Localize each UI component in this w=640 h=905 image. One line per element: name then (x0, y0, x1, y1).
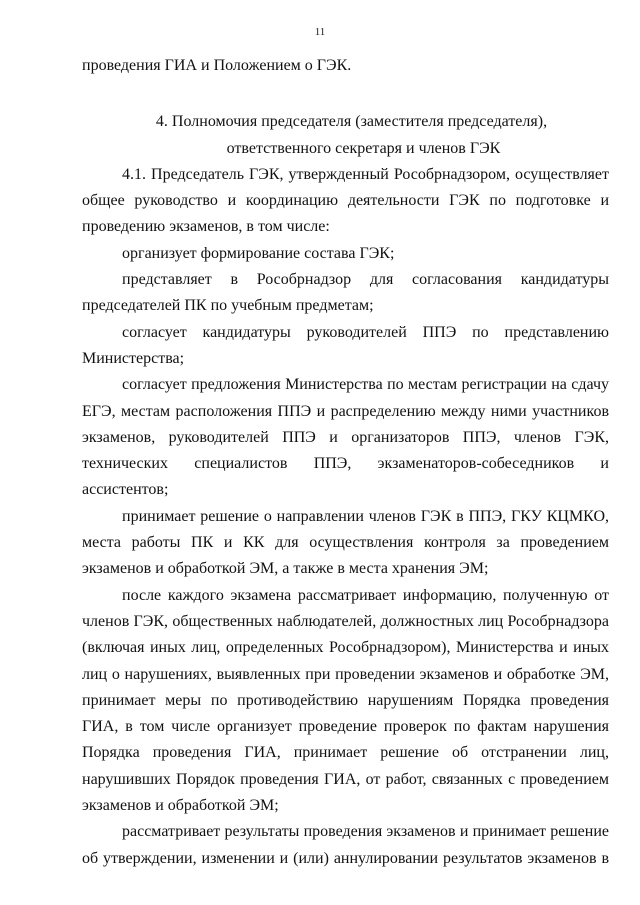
section-title-line-2: ответственного секретаря и членов ГЭК (226, 139, 501, 157)
page-number: 11 (314, 26, 326, 38)
paragraph-review-results: рассматривает результаты проведения экзаменов и принимает решение об утверждении, изменении и (или) аннулировании результатов экзаменов в (82, 823, 609, 867)
paragraph-review-violations: после каждого экзамена рассматривает информацию, полученную от членов ГЭК, общественных наблюдателей, должностных лиц Рособрнадзора (включая иных лиц, определенных Рособрнадзором), Министерства и иных лиц о нарушениях, выявленных при проведении экзаменов и обработке ЭМ, принимает меры по противодействию нарушениям Порядка проведения ГИА, в том числе организует проведение проверок по фактам нарушения Порядка проведения ГИА, принимает решение об отстранении лиц, нарушивших Порядок проведения ГИА, от работ, связанных с проведением экзаменов и обработкой ЭМ; (82, 586, 609, 815)
section-title-line-1: 4. Полномочия председателя (заместителя председателя), (155, 113, 548, 131)
document-body (82, 53, 609, 872)
paragraph-approve-proposals: согласует предложения Министерства по местам регистрации на сдачу ЕГЭ, местам расположения ППЭ и распределению между ними участников экзаменов, руководителей ППЭ и организаторов ППЭ, членов ГЭК, технических специалистов ППЭ, экзаменаторов-собеседников и ассистентов; (82, 376, 609, 499)
paragraph-compose-gek: организует формирование состава ГЭК; (122, 244, 395, 262)
paragraph-assign-members: принимает решение о направлении членов ГЭК в ППЭ, ГКУ КЦМКО, места работы ПК и КК для осуществления контроля за проведением экзаменов и обработкой ЭМ, а также в места хранения ЭМ; (82, 507, 609, 578)
paragraph-4-1: 4.1. Председатель ГЭК, утвержденный Рособрнадзором, осуществляет общее руководство и координацию деятельности ГЭК по подготовке и проведению экзаменов, в том числе: (82, 165, 609, 236)
paragraph-submit-candidates: представляет в Рособрнадзор для согласования кандидатуры председателей ПК по учебным предметам; (82, 271, 609, 315)
intro-line: проведения ГИА и Положением о ГЭК. (82, 57, 352, 74)
paragraph-approve-ppe-heads: согласует кандидатуры руководителей ППЭ по представлению Министерства; (82, 323, 609, 367)
